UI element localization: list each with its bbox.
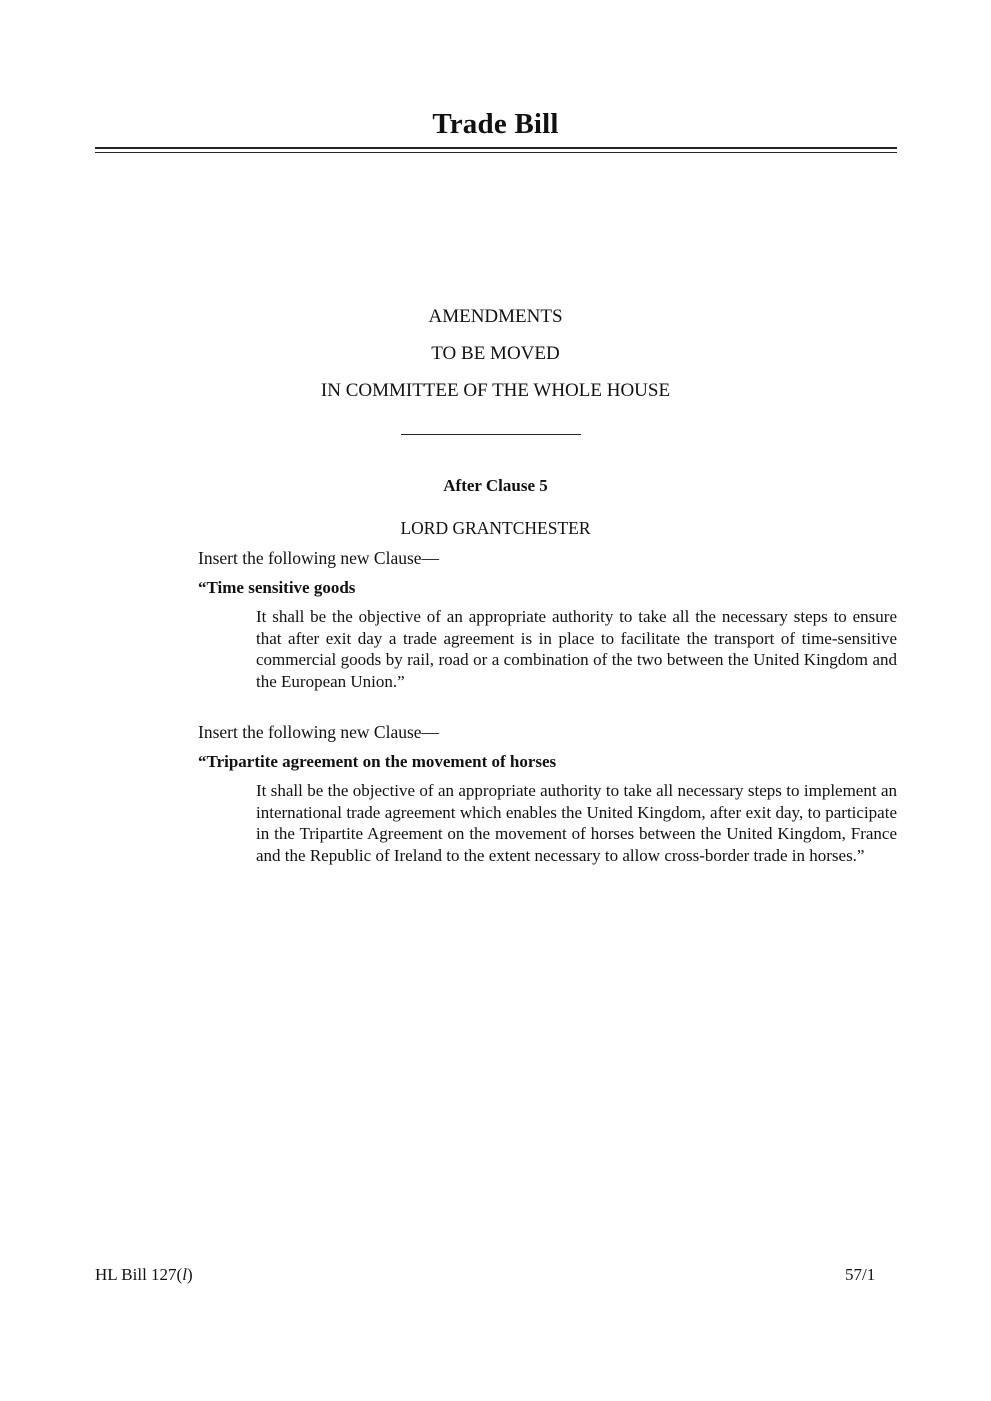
amendment-2-heading: “Tripartite agreement on the movement of horses — [198, 752, 557, 771]
section-divider — [401, 434, 581, 435]
member-name: LORD GRANTCHESTER — [400, 518, 591, 538]
amendment-2-instruction: Insert the following new Clause— — [198, 722, 440, 742]
bill-number-prefix: HL Bill 127( — [95, 1265, 183, 1284]
amendment-1-instruction: Insert the following new Clause— — [198, 548, 440, 568]
bill-number-suffix: ) — [186, 1265, 193, 1284]
document-title: Trade Bill — [432, 108, 559, 140]
bill-number-letter: l — [182, 1265, 187, 1284]
title-rule-thick — [95, 147, 897, 149]
caption-committee: IN COMMITTEE OF THE WHOLE HOUSE — [320, 380, 671, 401]
amendment-1-text: It shall be the objective of an appropriate authority to take all the necessary steps to ensure that after exit day a trade agreement is in place to facilitate the transport of time-sensitive commercial goods by rail, road or a combination of the two between the United Kingdom and the European Union.” — [256, 607, 897, 691]
caption-to-be-moved: TO BE MOVED — [431, 343, 560, 364]
amendment-2-text: It shall be the objective of an appropriate authority to take all necessary steps to implement an international trade agreement which enables the United Kingdom, after exit day, to participate in the Tripartite Agreement on the movement of horses between the United Kingdom, France and the Republic of Ireland to the extent necessary to allow cross-border trade in horses.” — [256, 781, 897, 865]
title-rule-thin — [95, 152, 897, 153]
caption-amendments: AMENDMENTS — [428, 306, 563, 327]
page-reference: 57/1 — [845, 1265, 876, 1284]
bill-number — [95, 1265, 193, 1285]
section-heading: After Clause 5 — [443, 476, 548, 495]
amendment-1-heading: “Time sensitive goods — [198, 578, 356, 597]
